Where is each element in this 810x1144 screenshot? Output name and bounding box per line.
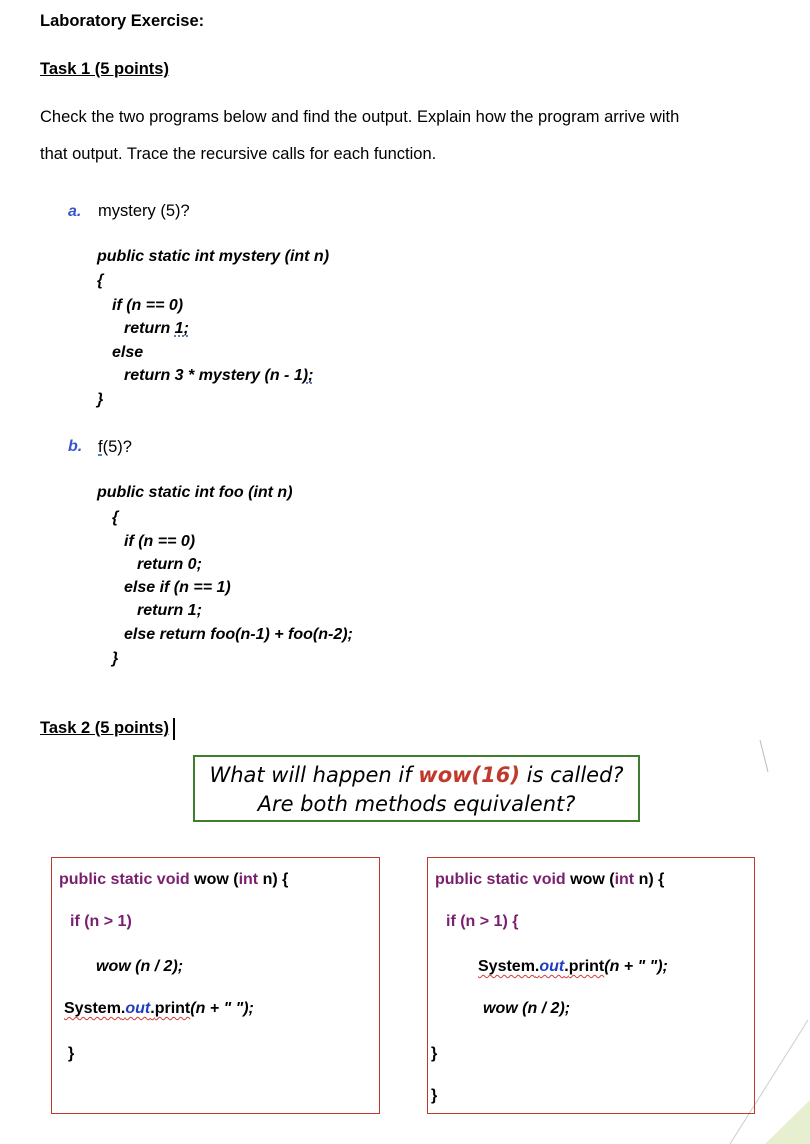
foo-if-line: if (n == 0) [124, 533, 196, 550]
left-method-recursive-call: wow (n / 2); [96, 958, 184, 975]
mystery-open-brace: { [97, 272, 104, 289]
foo-close-brace: } [112, 650, 119, 667]
right-method-print: System.out.print(n + " "); [478, 958, 668, 975]
left-method-if: if (n > 1) [70, 913, 132, 930]
part-a-marker: a. [68, 203, 82, 220]
foo-signature: public static int foo (int n) [97, 484, 293, 501]
mystery-close-brace: } [97, 391, 104, 408]
foo-else-line: else return foo(n-1) + foo(n-2); [124, 626, 353, 643]
foo-return-one: return 1; [137, 602, 202, 619]
page-heading: Laboratory Exercise: [40, 12, 205, 30]
task1-instructions-line2: that output. Trace the recursive calls for each function. [40, 145, 437, 163]
left-method-signature: public static void wow (int n) { [59, 871, 289, 888]
question-box [193, 755, 640, 822]
question-line2: Are both methods equivalent? [257, 792, 576, 816]
question-call: wow(16) [418, 763, 520, 787]
mystery-if-line: if (n == 0) [112, 297, 184, 314]
question-line1: What will happen if wow(16) is called? [209, 763, 624, 787]
text-cursor [173, 718, 175, 740]
part-a-label: mystery (5)? [98, 202, 190, 220]
right-method-recursive-call: wow (n / 2); [483, 1000, 571, 1017]
mystery-return-base: return 1; [124, 320, 189, 337]
foo-return-zero: return 0; [137, 556, 202, 573]
task1-title: Task 1 (5 points) [40, 60, 169, 78]
right-method-inner-close-brace: } [431, 1045, 438, 1062]
task2-title: Task 2 (5 points) [40, 719, 169, 737]
part-b-marker: b. [68, 438, 83, 455]
mystery-else-line: else [112, 344, 144, 361]
mystery-return-base-value: 1; [174, 320, 189, 337]
task1-instructions-line1: Check the two programs below and find the output. Explain how the program arrive with [40, 108, 680, 126]
mystery-signature: public static int mystery (int n) [97, 248, 330, 265]
mystery-return-recursive-suffix: ); [302, 367, 314, 384]
mystery-return-recursive: return 3 * mystery (n - 1); [124, 367, 314, 384]
left-method-close-brace: } [68, 1045, 75, 1062]
part-b-label: f(5)? [98, 438, 132, 456]
left-method-box [51, 857, 380, 1114]
left-method-print: System.out.print(n + " "); [64, 1000, 254, 1017]
right-method-outer-close-brace: } [431, 1087, 438, 1104]
foo-open-brace: { [112, 509, 119, 526]
part-b-label-fn: f [98, 438, 103, 456]
right-method-if: if (n > 1) { [446, 913, 519, 930]
foo-elseif-line: else if (n == 1) [124, 579, 231, 596]
right-method-box [427, 857, 755, 1114]
right-method-signature: public static void wow (int n) { [435, 871, 665, 888]
